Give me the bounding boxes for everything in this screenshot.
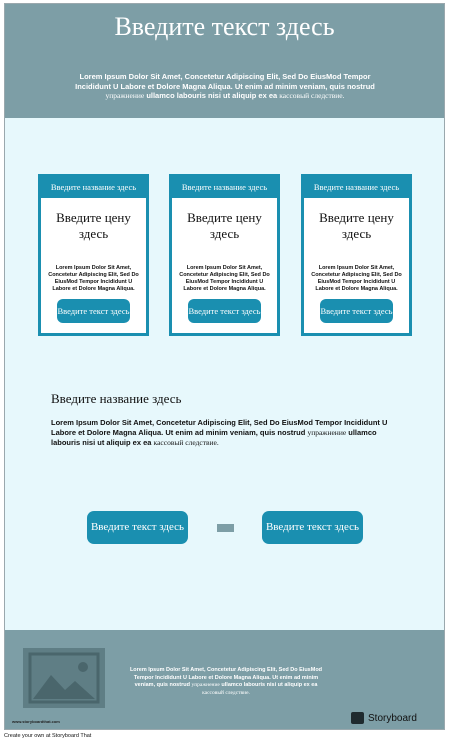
- header-band: [5, 4, 444, 118]
- card-button[interactable]: Введите текст здесь: [320, 299, 393, 323]
- footer-body-bold: Lorem Ipsum Dolor Sit Amet, Concetetur Adipiscing Elit, Sed Do EiusMod Tempor Incididunt U Labore et Dolore Magna Aliqua. Ut enim ad minim veniam, quis nostrud: [129, 667, 323, 688]
- header-body-light-2: кассовый следствие.: [279, 91, 345, 100]
- card-price: Введите цену здесь: [56, 210, 131, 241]
- header-body-light: упражнение: [105, 91, 145, 100]
- storyboard-logo-icon: [351, 712, 364, 724]
- footer-body-light: упражнение: [191, 682, 220, 688]
- poster-canvas: [4, 3, 445, 730]
- section-body-light-2: кассовый следствие.: [153, 438, 219, 447]
- card-price: Введите цену здесь: [187, 210, 262, 241]
- card-price: Введите цену здесь: [319, 210, 394, 241]
- header-body: [75, 72, 375, 101]
- section-body-light: упражнение: [307, 428, 347, 437]
- left-action-button[interactable]: Введите текст здесь: [87, 511, 188, 544]
- footer-body: [123, 667, 329, 697]
- card-button[interactable]: Введите текст здесь: [57, 299, 130, 323]
- card-button[interactable]: Введите текст здесь: [188, 299, 261, 323]
- section-title: Введите название здесь: [51, 391, 182, 406]
- section-body: [51, 418, 391, 448]
- storyboard-logo[interactable]: [351, 712, 417, 724]
- card-description: Lorem Ipsum Dolor Sit Amet, Concetetur Adipiscing Elit, Sed Do EiusMod Tempor Incididunt U Labore et Dolore Magna Aliqua.: [311, 265, 402, 292]
- section-body-bold: Lorem Ipsum Dolor Sit Amet, Concetetur Adipiscing Elit, Sed Do EiusMod Tempor Incididunt U Labore et Dolore Magna Aliqua. Ut enim ad minim veniam, quis nostrud: [51, 418, 388, 437]
- right-action-button[interactable]: Введите текст здесь: [262, 511, 363, 544]
- section-body-bold-2: ullamco labouris nisi ut aliquip ex ea: [51, 428, 377, 447]
- dash-divider: [217, 524, 234, 532]
- header-body-bold-2: ullamco labouris nisi ut aliquip ex ea: [146, 91, 278, 100]
- header-body-bold: Lorem Ipsum Dolor Sit Amet, Concetetur Adipiscing Elit, Sed Do EiusMod Tempor Incididunt U Labore et Dolore Magna Aliqua. Ut enim ad minim veniam, quis nostrud: [75, 72, 375, 91]
- image-placeholder-icon: [23, 648, 105, 708]
- site-url[interactable]: www.storyboardthat.com: [12, 719, 60, 724]
- price-card-3: [301, 174, 412, 336]
- footer-band: [5, 630, 444, 730]
- card-description: Lorem Ipsum Dolor Sit Amet, Concetetur Adipiscing Elit, Sed Do EiusMod Tempor Incididunt U Labore et Dolore Magna Aliqua.: [48, 265, 139, 292]
- card-title: Введите название здесь: [172, 177, 277, 198]
- price-card-1: [38, 174, 149, 336]
- card-title: Введите название здесь: [41, 177, 146, 198]
- create-your-own-link[interactable]: Create your own at Storyboard That: [4, 733, 92, 739]
- price-card-2: [169, 174, 280, 336]
- card-description: Lorem Ipsum Dolor Sit Amet, Concetetur Adipiscing Elit, Sed Do EiusMod Tempor Incididunt U Labore et Dolore Magna Aliqua.: [179, 265, 270, 292]
- storyboard-logo-text: Storyboard: [368, 712, 417, 724]
- card-title: Введите название здесь: [304, 177, 409, 198]
- footer-body-bold-2: ullamco labouris nisi ut aliquip ex ea: [221, 682, 318, 688]
- header-title: Введите текст здесь: [114, 12, 335, 41]
- footer-body-light-2: кассовый следствие.: [202, 689, 250, 696]
